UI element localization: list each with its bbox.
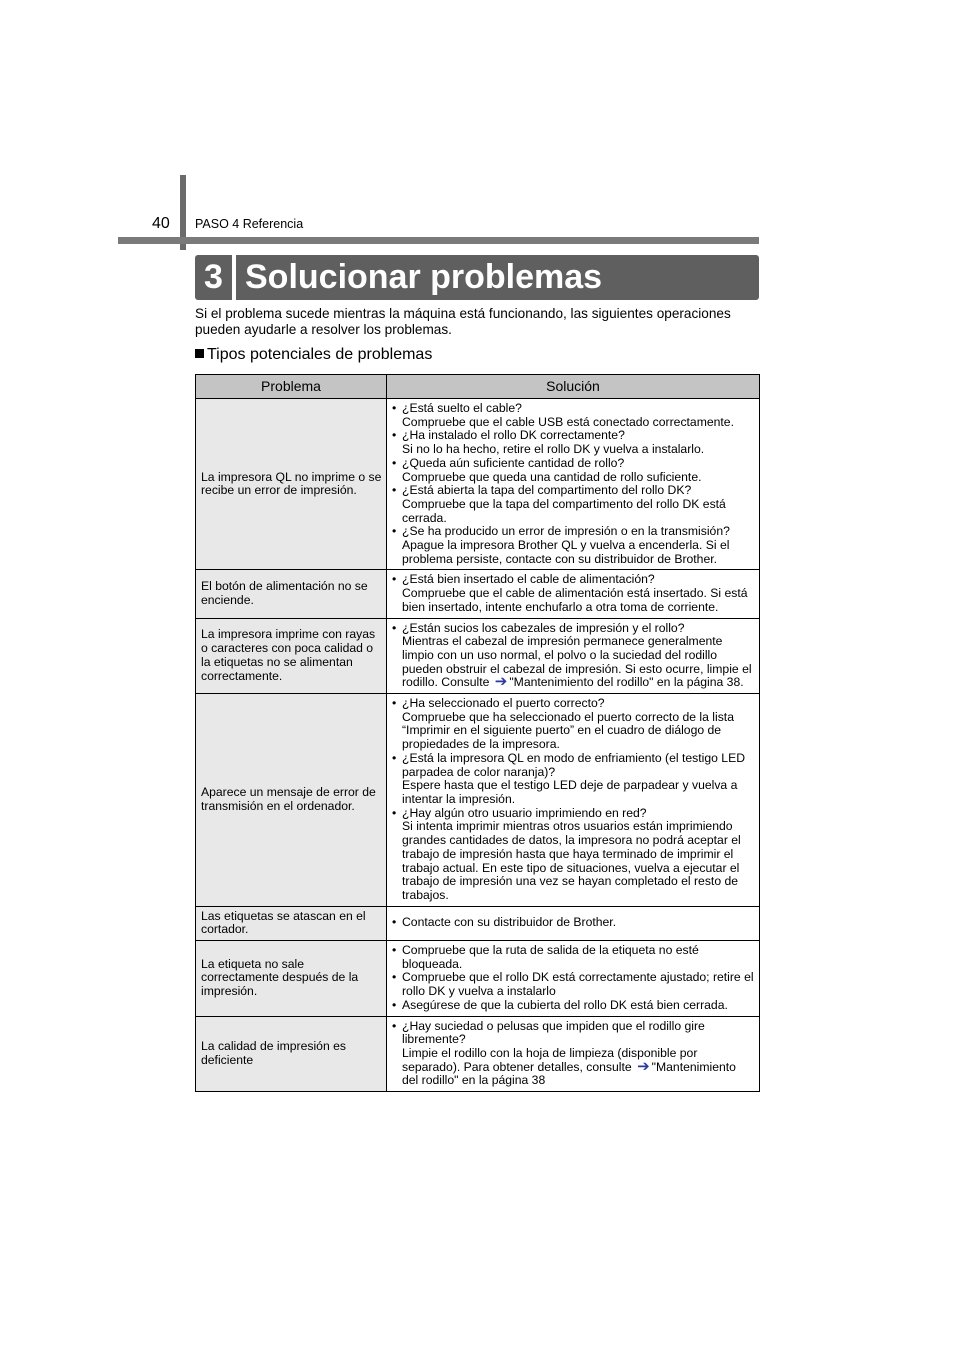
solution-item [392,457,755,484]
table-body [196,399,760,1092]
page-number: 40 [152,215,170,232]
solution-cell [387,694,760,907]
solution-item [392,944,755,971]
table-row [196,941,760,1017]
solution-answer-text: Si no lo ha hecho, retire el rollo DK y vuelva a instalarlo. [402,442,705,457]
table-row [196,694,760,907]
solution-answer-text: Limpie el rodillo con la hoja de limpieza (disponible por separado). Para obtener detalles, consulte [402,1045,698,1074]
intro-paragraph: Si el problema sucede mientras la máquina está funcionando, las siguientes operaciones pueden ayudarle a resolver los problemas. [195,306,731,337]
solution-question: • ¿Está suelto el cable? [402,401,522,415]
solution-item [392,525,755,566]
solution-answer-text: Compruebe que ha seleccionado el puerto correcto de la lista “Imprimir en el siguiente puerto” en el cuadro de diálogo de propiedades de la impresora. [402,709,734,752]
solution-cell [387,570,760,618]
section-label: PASO 4 Referencia [195,217,304,231]
table-row [196,906,760,940]
solution-list [392,622,755,691]
solution-question: • Asegúrese de que la cubierta del rollo DK está bien cerrada. [402,997,728,1012]
solution-answer-text: Si intenta imprimir mientras otros usuarios están imprimiendo grandes cantidades de datos, la impresora no podrá aceptar el trabajo de impresión hasta que haya terminado de imprimir el trabajo actual. En este tipo de situaciones, vuelva a ejecutar el trabajo de impresión una vez se hayan completado el resto de trabajos. [402,819,741,902]
solution-item [392,573,755,614]
solution-question: • Compruebe que el rollo DK está correctamente ajustado; retire el rollo DK y vuelva a instalarlo [402,970,754,999]
reference-arrow-icon: ➔ [494,673,508,691]
problem-cell: El botón de alimentación no se enciende. [196,570,387,618]
solution-answer-text: Compruebe que el cable USB está conectado correctamente. [402,414,734,429]
problem-cell: La impresora imprime con rayas o caracteres con poca calidad o la etiquetas no se alimentan correctamente. [196,618,387,694]
solution-answer [402,539,755,566]
solution-question: • ¿Está bien insertado el cable de alimentación? [402,572,655,587]
solution-answer [402,779,755,806]
chapter-title: Solucionar problemas [245,258,603,296]
solution-cell [387,618,760,694]
problem-cell: La calidad de impresión es deficiente [196,1016,387,1092]
solution-cell [387,399,760,570]
solution-answer-text: Compruebe que el cable de alimentación está insertado. Si está bien insertado, intente enchufarlo a otra toma de corriente. [402,586,748,614]
solution-item [392,807,755,903]
problem-cell: La etiqueta no sale correctamente después de la impresión. [196,941,387,1017]
solution-item [392,999,755,1013]
solution-item [392,402,755,429]
solution-cell [387,941,760,1017]
solution-question: • ¿Está la impresora QL en modo de enfriamiento (el testigo LED parpadea de color naranja)? [402,750,745,779]
table-row [196,399,760,570]
subheading [195,346,432,364]
solution-question: • ¿Queda aún suficiente cantidad de rollo? [402,455,625,470]
reference-arrow-icon: ➔ [637,1057,650,1075]
square-bullet-icon [195,349,204,358]
solution-answer [402,498,755,525]
solution-item [392,622,755,691]
solution-answer [402,416,755,430]
solution-item [392,1020,755,1089]
solution-item [392,916,755,930]
solution-list [392,1020,755,1089]
solution-answer-text: Apague la impresora Brother QL y vuelva a encenderla. Si el problema persiste, contacte con su distribuidor de Brother. [402,538,730,566]
problem-cell: Aparece un mensaje de error de transmisión en el ordenador. [196,694,387,907]
solution-list [392,697,755,903]
solution-cell [387,906,760,940]
subheading-text: Tipos potenciales de problemas [207,346,433,363]
solution-answer-text: Compruebe que queda una cantidad de rollo suficiente. [402,469,702,484]
table-header-row [196,375,760,399]
table-row [196,618,760,694]
solution-answer-text: Compruebe que la tapa del compartimento del rollo DK está cerrada. [402,496,726,525]
solution-question: • Compruebe que la ruta de salida de la etiqueta no esté bloqueada. [402,943,699,971]
solution-question: • ¿Están sucios los cabezales de impresión y el rollo? [402,620,685,635]
chapter-title-bar [236,255,759,300]
solution-answer [402,1047,755,1088]
solution-item [392,752,755,807]
header-horizontal-rule [118,237,759,244]
solution-answer [402,471,755,485]
problem-cell: Las etiquetas se atascan en el cortador. [196,906,387,940]
page-reference: "Mantenimiento del rodillo" en la página 38 [402,1059,736,1088]
troubleshooting-table [195,374,760,1092]
solution-question: • ¿Ha seleccionado el puerto correcto? [402,696,605,711]
solution-question: • ¿Hay algún otro usuario imprimiendo en red? [402,805,647,820]
solution-answer [402,587,755,614]
solution-question: • ¿Se ha producido un error de impresión o en la transmisión? [402,524,730,539]
problem-column-header: Problema [196,375,387,399]
solution-item [392,484,755,525]
solution-question: • ¿Ha instalado el rollo DK correctamente? [402,428,625,443]
solution-item [392,429,755,456]
solution-cell [387,1016,760,1092]
solution-answer [402,711,755,752]
problem-cell: La impresora QL no imprime o se recibe un error de impresión. [196,399,387,570]
page-reference: "Mantenimiento del rodillo" en la página 38. [509,675,744,690]
solution-list [392,944,755,1013]
solution-answer-text: Espere hasta que el testigo LED deje de parpadear y vuelva a intentar la impresión. [402,778,738,806]
solution-question: • ¿Está abierta la tapa del compartimento del rollo DK? [402,483,692,498]
solution-answer [402,820,755,902]
solution-list [392,402,755,566]
solution-answer [402,635,755,690]
solution-list [392,916,755,930]
chapter-number: 3 [195,255,232,300]
solution-answer-text: Mientras el cabezal de impresión permanece generalmente limpio con un uso normal, el polvo o la suciedad del rodillo pueden obstruir el cabezal de impresión. Si esto ocurre, limpie el rodillo. Consulte [402,634,752,690]
solution-question: • ¿Hay suciedad o pelusas que impiden que el rodillo gire libremente? [402,1018,705,1047]
solution-list [392,573,755,614]
table-row [196,1016,760,1092]
table-row [196,570,760,618]
solution-item [392,971,755,998]
solution-answer [402,443,755,457]
solution-column-header: Solución [387,375,760,399]
solution-item [392,697,755,752]
solution-question: • Contacte con su distribuidor de Brother. [402,915,617,930]
